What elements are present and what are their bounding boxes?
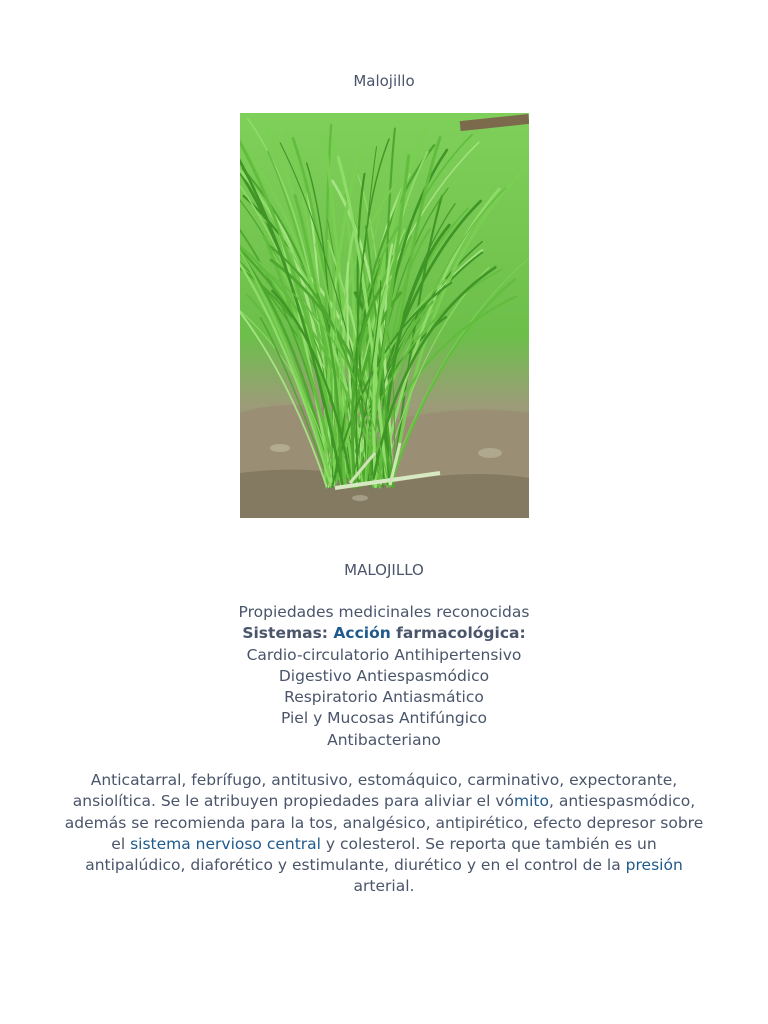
desc-text: Anticatarral, febrífugo, antitusivo, estomáquico, carminativo, expectorante, ansiolítica. Se le atribuyen propiedades para aliviar el — [72, 771, 678, 811]
accion-link[interactable]: Acción — [333, 624, 391, 643]
property-line: Respiratorio Antiasmático — [284, 688, 484, 707]
sistema-nervioso-central-link[interactable]: sistema nervioso central — [130, 834, 321, 853]
desc-text: , antiespasmódico, además se recomienda para la tos, analgésico, antipirético, efecto depresor sobre el — [64, 792, 704, 853]
presion-link[interactable]: presión — [625, 856, 683, 875]
properties-intro: Propiedades medicinales reconocidas — [238, 603, 530, 621]
property-line: Piel y Mucosas Antifúngico — [280, 709, 488, 728]
desc-text: vó — [495, 792, 514, 811]
property-line: Cardio-circulatorio Antihipertensivo — [246, 645, 522, 664]
properties-block — [0, 602, 768, 751]
desc-text: y colesterol. Se reporta que también es un antipalúdico, diaforético y estimulante, diurético y en el control de la — [85, 834, 657, 875]
lemongrass-photo — [240, 113, 529, 518]
vomito-link[interactable]: mito — [514, 792, 549, 811]
section-title: MALOJILLO — [344, 561, 424, 579]
property-line: Antibacteriano — [327, 730, 441, 749]
description-paragraph — [60, 770, 708, 898]
page-title: Malojillo — [353, 72, 415, 90]
property-line: Digestivo Antiespasmódico — [278, 666, 490, 685]
heading-pharmacologic: farmacológica: — [390, 624, 526, 643]
heading-systems: Sistemas: — [242, 624, 334, 643]
desc-text: arterial. — [353, 877, 415, 896]
properties-heading — [0, 623, 768, 644]
